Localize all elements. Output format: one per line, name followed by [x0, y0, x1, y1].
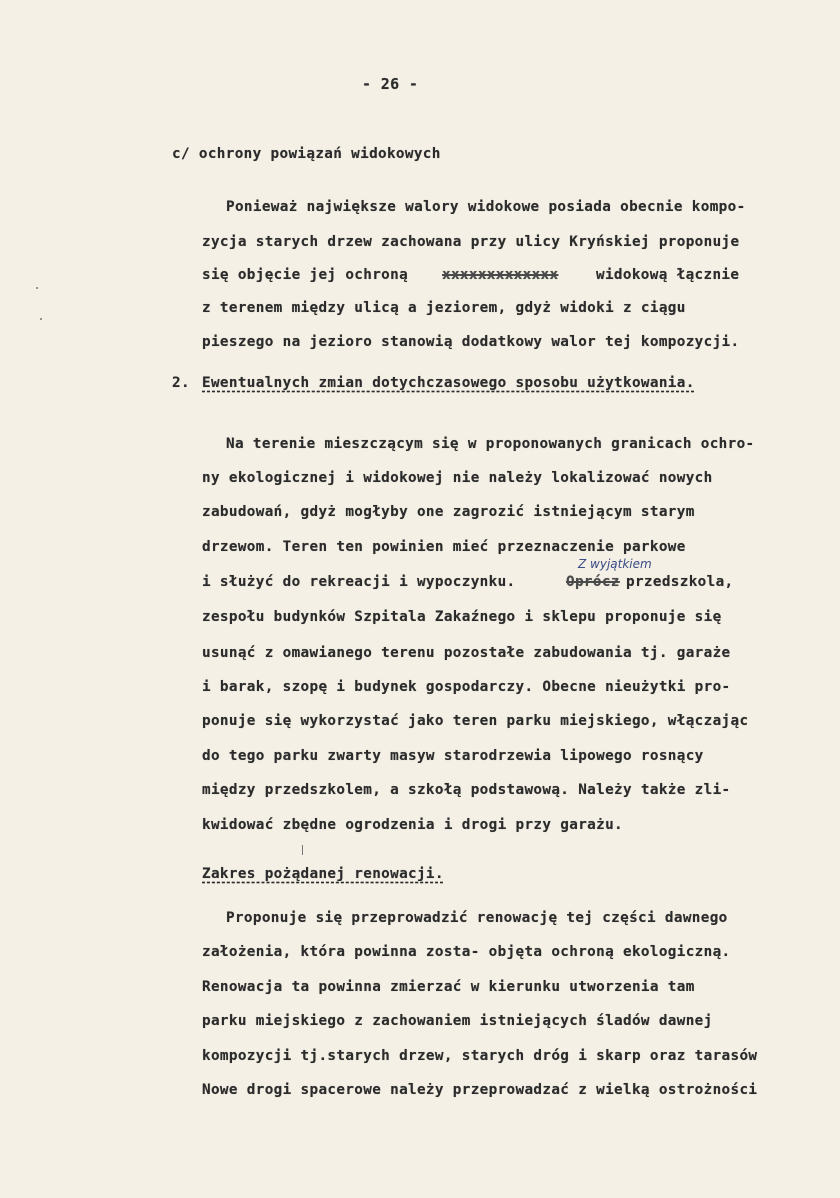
section-c-line-1: Ponieważ największe walory widokowe posiada obecnie kompo-	[226, 199, 746, 215]
item-2-line-7: usunąć z omawianego terenu pozostałe zabudowania tj. garaże	[202, 645, 731, 661]
item-2-line-3: zabudowań, gdyż mogłyby one zagrozić istniejącym starym	[202, 504, 695, 520]
renovation-line-5: kompozycji tj.starych drzew, starych dróg i skarp oraz tarasów	[202, 1048, 758, 1064]
item-2-line-2: ny ekologicznej i widokowej nie należy lokalizować nowych	[202, 470, 713, 486]
renovation-line-4: parku miejskiego z zachowaniem istniejących śladów dawnej	[202, 1013, 713, 1029]
item-2-line-5a: i służyć do rekreacji i wypoczynku.	[202, 574, 516, 590]
item-2-line-4: drzewom. Teren ten powinien mieć przeznaczenie parkowe	[202, 539, 686, 555]
item-2-heading: Ewentualnych zmian dotychczasowego sposobu użytkowania.	[202, 375, 695, 391]
section-c-struck-word: xxxxxxxxxxxxx	[442, 267, 559, 283]
section-c-line-4: z terenem między ulicą a jeziorem, gdyż widoki z ciągu	[202, 300, 686, 316]
item-2-line-8: i barak, szopę i budynek gospodarczy. Obecne nieużytki pro-	[202, 679, 731, 695]
section-c-line-3b: widokową łącznie	[596, 267, 740, 283]
item-2-struck-word: Oprócz	[566, 574, 620, 590]
item-2-line-1: Na terenie mieszczącym się w proponowanych granicach ochro-	[226, 436, 755, 452]
renovation-line-2: założenia, która powinna zosta- objęta ochroną ekologiczną.	[202, 944, 731, 960]
section-c-heading: c/ ochrony powiązań widokowych	[172, 146, 441, 162]
page-number: - 26 -	[362, 75, 419, 93]
item-2-line-9: ponuje się wykorzystać jako teren parku miejskiego, włączając	[202, 713, 749, 729]
margin-speck	[36, 287, 38, 289]
section-c-line-5: pieszego na jezioro stanowią dodatkowy walor tej kompozycji.	[202, 334, 740, 350]
pen-mark	[302, 845, 303, 855]
item-2-number: 2.	[172, 375, 190, 391]
renovation-line-6: Nowe drogi spacerowe należy przeprowadzać z wielką ostrożności	[202, 1082, 758, 1098]
item-2-line-11: między przedszkolem, a szkołą podstawową. Należy także zli-	[202, 782, 731, 798]
margin-speck	[40, 318, 42, 320]
section-c-line-3a: się objęcie jej ochroną	[202, 267, 409, 283]
section-c-line-2: zycja starych drzew zachowana przy ulicy Kryńskiej proponuje	[202, 234, 740, 250]
item-2-line-12: kwidować zbędne ogrodzenia i drogi przy garażu.	[202, 817, 623, 833]
renovation-line-1: Proponuje się przeprowadzić renowację tej części dawnego	[226, 910, 728, 926]
item-2-line-10: do tego parku zwarty masyw starodrzewia lipowego rosnący	[202, 748, 704, 764]
renovation-line-3: Renowacja ta powinna zmierzać w kierunku utworzenia tam	[202, 979, 695, 995]
item-2-line-6: zespołu budynków Szpitala Zakaźnego i sklepu proponuje się	[202, 609, 722, 625]
renovation-heading: Zakres pożądanej renowacji.	[202, 866, 444, 882]
item-2-line-5b: przedszkola,	[626, 574, 734, 590]
handwritten-insertion: Z wyjątkiem	[578, 557, 652, 571]
